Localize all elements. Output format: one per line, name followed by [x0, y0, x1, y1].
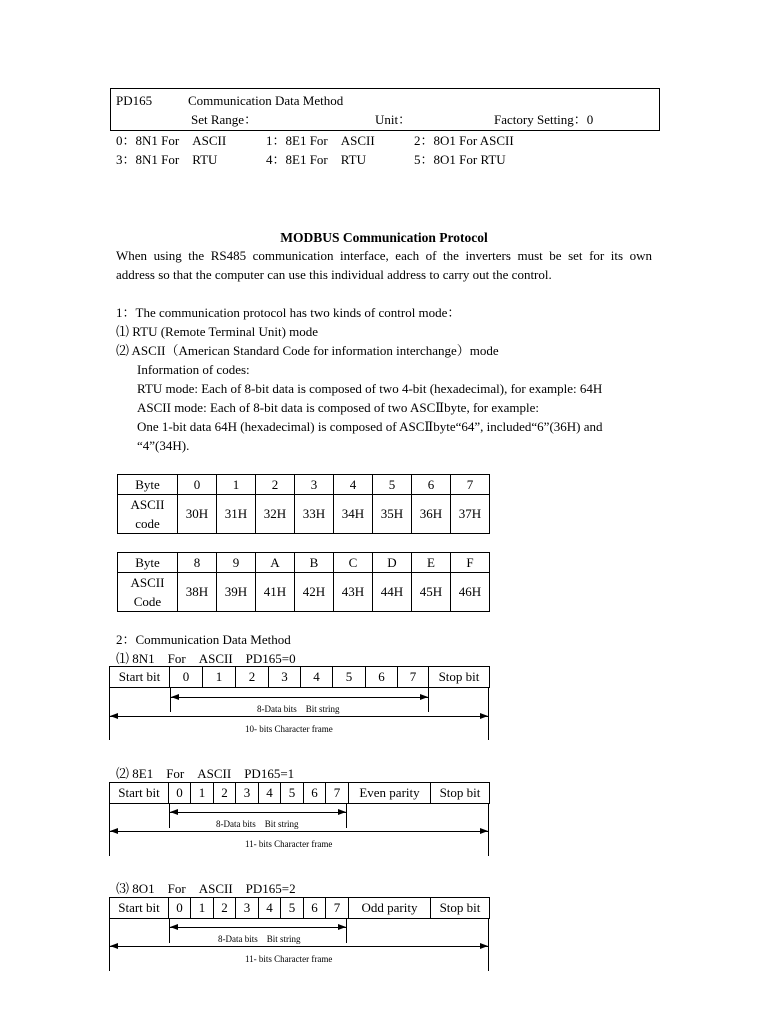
table-cell: 34H — [334, 495, 373, 534]
frame-cell-bit: 0 — [169, 783, 191, 804]
frame-cell-odd-parity: Odd parity — [349, 898, 431, 919]
table-cell: B — [295, 553, 334, 573]
frame-1-data-end-rule — [428, 688, 429, 712]
frame-1-data-start-rule — [170, 688, 171, 712]
table-cell: 9 — [217, 553, 256, 573]
frame-2-data-arrow-right — [338, 809, 346, 815]
body-line-example: One 1-bit data 64H (hexadecimal) is composed of ASCⅡbyte“64”, included“6”(36H) and — [137, 419, 603, 434]
table-cell: 37H — [451, 495, 490, 534]
body-line-mode-intro: 1：The communication protocol has two kinds of control mode： — [116, 305, 461, 320]
row-header-line-2: code — [135, 516, 160, 531]
table-cell: 33H — [295, 495, 334, 534]
body-line-info: Information of codes: — [137, 362, 250, 377]
param-set-range: Set Range： — [191, 112, 258, 127]
table-cell: 41H — [256, 573, 295, 612]
table-cell: C — [334, 553, 373, 573]
frame-cell-stop-bit: Stop bit — [431, 783, 490, 804]
frame-3-frame-arrow-right — [480, 943, 488, 949]
frame-3-data-arrow-line — [170, 927, 346, 928]
option-4: 4：8E1 For RTU — [266, 152, 366, 167]
frame-cell-bit: 4 — [301, 667, 333, 688]
param-name: Communication Data Method — [188, 93, 344, 108]
table-cell: 7 — [451, 475, 490, 495]
frame-cell-bit: 5 — [333, 667, 366, 688]
table-cell: D — [373, 553, 412, 573]
frame-1-frame-arrow-left — [110, 713, 118, 719]
frame-cell-bit: 2 — [214, 783, 236, 804]
frame-2-right-rule — [488, 804, 489, 856]
table-cell: 0 — [178, 475, 217, 495]
frame-1-frame-arrow-right — [480, 713, 488, 719]
frame-cell-bit: 7 — [326, 898, 349, 919]
frame-3-data-arrow-right — [338, 924, 346, 930]
table-header-byte: Byte — [118, 553, 178, 573]
body-line-rtu: ⑴ RTU (Remote Terminal Unit) mode — [116, 324, 319, 339]
table-cell: 30H — [178, 495, 217, 534]
frame-cell-bit: 7 — [398, 667, 429, 688]
frame-cell-bit: 0 — [170, 667, 203, 688]
option-5: 5：8O1 For RTU — [414, 152, 506, 167]
frame-3-right-rule — [488, 919, 489, 971]
body-line-example-cont: “4”(34H). — [137, 438, 190, 453]
frame-3-data-start-rule — [169, 919, 170, 943]
frame-2-table — [109, 782, 490, 804]
frame-3-frame-arrow-line — [110, 946, 488, 947]
frame-3-data-label: 8-Data bits Bit string — [218, 934, 301, 944]
table-cell: 4 — [334, 475, 373, 495]
frame-2-frame-label: 11- bits Character frame — [245, 839, 333, 849]
table-cell: 44H — [373, 573, 412, 612]
body-line-ascii: ⑵ ASCII（American Standard Code for information interchange）mode — [116, 343, 499, 358]
frame-cell-bit: 3 — [236, 783, 259, 804]
frame-cell-bit: 1 — [191, 898, 214, 919]
table-cell: F — [451, 553, 490, 573]
frame-cell-stop-bit: Stop bit — [429, 667, 490, 688]
frame-cell-bit: 3 — [236, 898, 259, 919]
row-header-line-1: ASCII — [130, 575, 165, 590]
frame-1-frame-arrow-line — [110, 716, 488, 717]
ascii-table-2 — [117, 552, 490, 612]
frame-2-data-arrow-line — [170, 812, 346, 813]
frame-cell-bit: 3 — [269, 667, 301, 688]
frame-1-data-arrow-right — [420, 694, 428, 700]
row-header-line-1: ASCII — [130, 497, 165, 512]
frame-cell-bit: 0 — [169, 898, 191, 919]
frame-2-frame-arrow-left — [110, 828, 118, 834]
param-code: PD165 — [116, 93, 153, 108]
table-header-byte: Byte — [118, 475, 178, 495]
frame-2-frame-arrow-right — [480, 828, 488, 834]
table-cell: 31H — [217, 495, 256, 534]
frame-2-data-label: 8-Data bits Bit string — [216, 819, 299, 829]
section-2-title: 2：Communication Data Method — [116, 632, 291, 647]
table-cell: E — [412, 553, 451, 573]
frame-cell-bit: 1 — [191, 783, 214, 804]
frame-cell-bit: 4 — [259, 783, 281, 804]
frame-cell-bit: 6 — [304, 898, 326, 919]
table-cell: 8 — [178, 553, 217, 573]
frame-3-table — [109, 897, 490, 919]
table-cell: 2 — [256, 475, 295, 495]
frame-cell-bit: 4 — [259, 898, 281, 919]
intro-line-2: address so that the computer can use this individual address to carry out the control. — [116, 267, 552, 282]
frame-cell-start-bit: Start bit — [110, 783, 169, 804]
table-cell: 1 — [217, 475, 256, 495]
frame-1-frame-label: 10- bits Character frame — [245, 724, 333, 734]
frame-1-data-arrow-line — [171, 697, 428, 698]
table-cell: 39H — [217, 573, 256, 612]
frame-cell-start-bit: Start bit — [110, 898, 169, 919]
frame-3-label: ⑶ 8O1 For ASCII PD165=2 — [116, 881, 296, 896]
param-factory-setting: Factory Setting：0 — [494, 112, 594, 127]
table-cell: A — [256, 553, 295, 573]
frame-cell-bit: 7 — [326, 783, 349, 804]
param-unit: Unit： — [375, 112, 412, 127]
frame-2-data-start-rule — [169, 804, 170, 828]
frame-cell-bit: 5 — [281, 898, 304, 919]
option-1: 1：8E1 For ASCII — [266, 133, 375, 148]
table-row-header — [118, 573, 178, 612]
table-cell: 3 — [295, 475, 334, 495]
frame-cell-bit: 6 — [304, 783, 326, 804]
frame-2-label: ⑵ 8E1 For ASCII PD165=1 — [116, 766, 295, 781]
option-0: 0：8N1 For ASCII — [116, 133, 227, 148]
table-cell: 32H — [256, 495, 295, 534]
table-cell: 36H — [412, 495, 451, 534]
frame-cell-start-bit: Start bit — [110, 667, 170, 688]
table-cell: 43H — [334, 573, 373, 612]
intro-line-1: When using the RS485 communication interface, each of the inverters must be set for its own — [116, 248, 652, 263]
section-title: MODBUS Communication Protocol — [280, 230, 488, 245]
row-header-line-2: Code — [133, 594, 162, 609]
frame-1-label: ⑴ 8N1 For ASCII PD165=0 — [116, 651, 296, 666]
table-cell: 6 — [412, 475, 451, 495]
frame-cell-bit: 1 — [203, 667, 236, 688]
ascii-table-1 — [117, 474, 490, 534]
table-row-header — [118, 495, 178, 534]
frame-1-right-rule — [488, 688, 489, 740]
option-2: 2：8O1 For ASCII — [414, 133, 514, 148]
table-cell: 46H — [451, 573, 490, 612]
frame-cell-bit: 6 — [366, 667, 398, 688]
frame-1-table — [109, 666, 490, 688]
frame-cell-even-parity: Even parity — [349, 783, 431, 804]
table-cell: 38H — [178, 573, 217, 612]
body-line-ascii-mode: ASCII mode: Each of 8-bit data is composed of two ASCⅡbyte, for example: — [137, 400, 540, 415]
frame-3-frame-label: 11- bits Character frame — [245, 954, 333, 964]
frame-3-data-end-rule — [346, 919, 347, 943]
table-cell: 5 — [373, 475, 412, 495]
table-cell: 45H — [412, 573, 451, 612]
frame-1-data-label: 8-Data bits Bit string — [257, 704, 340, 714]
frame-2-frame-arrow-line — [110, 831, 488, 832]
frame-2-data-end-rule — [346, 804, 347, 828]
frame-3-frame-arrow-left — [110, 943, 118, 949]
table-cell: 35H — [373, 495, 412, 534]
frame-cell-stop-bit: Stop bit — [431, 898, 490, 919]
frame-cell-bit: 2 — [214, 898, 236, 919]
table-cell: 42H — [295, 573, 334, 612]
frame-cell-bit: 5 — [281, 783, 304, 804]
frame-1-data-arrow-left — [171, 694, 179, 700]
body-line-rtu-mode: RTU mode: Each of 8-bit data is composed of two 4-bit (hexadecimal), for example: 64H — [137, 381, 603, 396]
option-3: 3：8N1 For RTU — [116, 152, 218, 167]
frame-2-data-arrow-left — [170, 809, 178, 815]
frame-3-data-arrow-left — [170, 924, 178, 930]
frame-cell-bit: 2 — [236, 667, 269, 688]
